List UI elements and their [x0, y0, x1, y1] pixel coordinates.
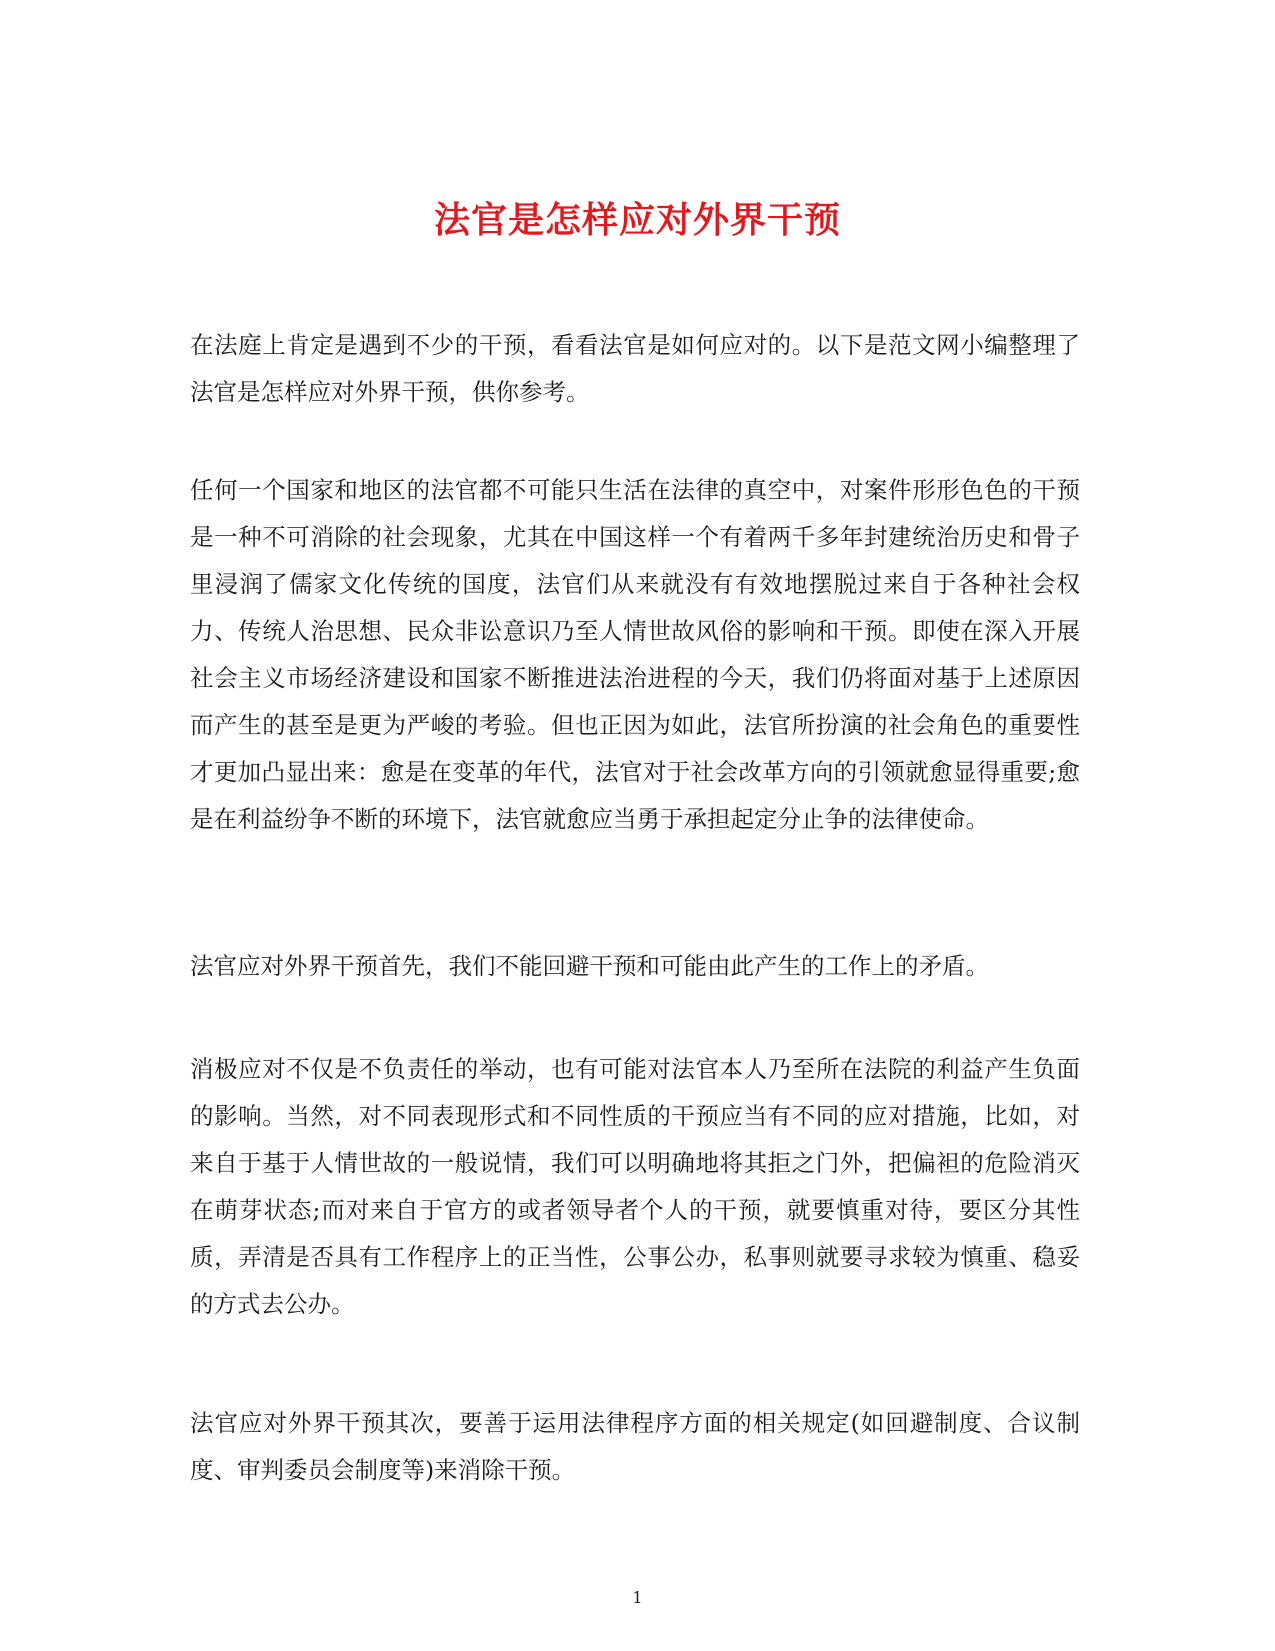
paragraph-response-measures: 消极应对不仅是不负责任的举动，也有可能对法官本人乃至所在法院的利益产生负面的影响。当然，对不同表现形式和不同性质的干预应当有不同的应对措施，比如，对来自于基于人情世故的一般说情，我们可以明确地将其拒之门外，把偏袒的危险消灭在萌芽状态;而对来自于官方的或者领导者个人的干预，就要慎重对待，要区分其性质，弄清是否具有工作程序上的正当性，公事公办，私事则就要寻求较为慎重、稳妥的方式去公办。: [190, 1055, 1080, 1318]
document-title: 法官是怎样应对外界干预: [433, 199, 841, 242]
paragraph-intro: 在法庭上肯定是遇到不少的干预，看看法官是如何应对的。以下是范文网小编整理了法官是怎样应对外界干预，供你参考。: [190, 331, 1080, 406]
paragraph-background: 任何一个国家和地区的法官都不可能只生活在法律的真空中，对案件形形色色的干预是一种不可消除的社会现象，尤其在中国这样一个有着两千多年封建统治历史和骨子里浸润了儒家文化传统的国度，法官们从来就没有有效地摆脱过来自于各种社会权力、传统人治思想、民众非讼意识乃至人情世故风俗的影响和干预。即使在深入开展社会主义市场经济建设和国家不断推进法治进程的今天，我们仍将面对基于上述原因而产生的甚至是更为严峻的考验。但也正因为如此，法官所扮演的社会角色的重要性才更加凸显出来：愈是在变革的年代，法官对于社会改革方向的引领就愈显得重要;愈是在利益纷争不断的环境下，法官就愈应当勇于承担起定分止争的法律使命。: [190, 476, 1080, 833]
paragraph-first-point: 法官应对外界干预首先，我们不能回避干预和可能由此产生的工作上的矛盾。: [190, 952, 989, 980]
page-number: 1: [632, 1588, 643, 1607]
paragraph-second-point: 法官应对外界干预其次，要善于运用法律程序方面的相关规定(如回避制度、合议制度、审判委员会制度等)来消除干预。: [190, 1409, 1080, 1484]
